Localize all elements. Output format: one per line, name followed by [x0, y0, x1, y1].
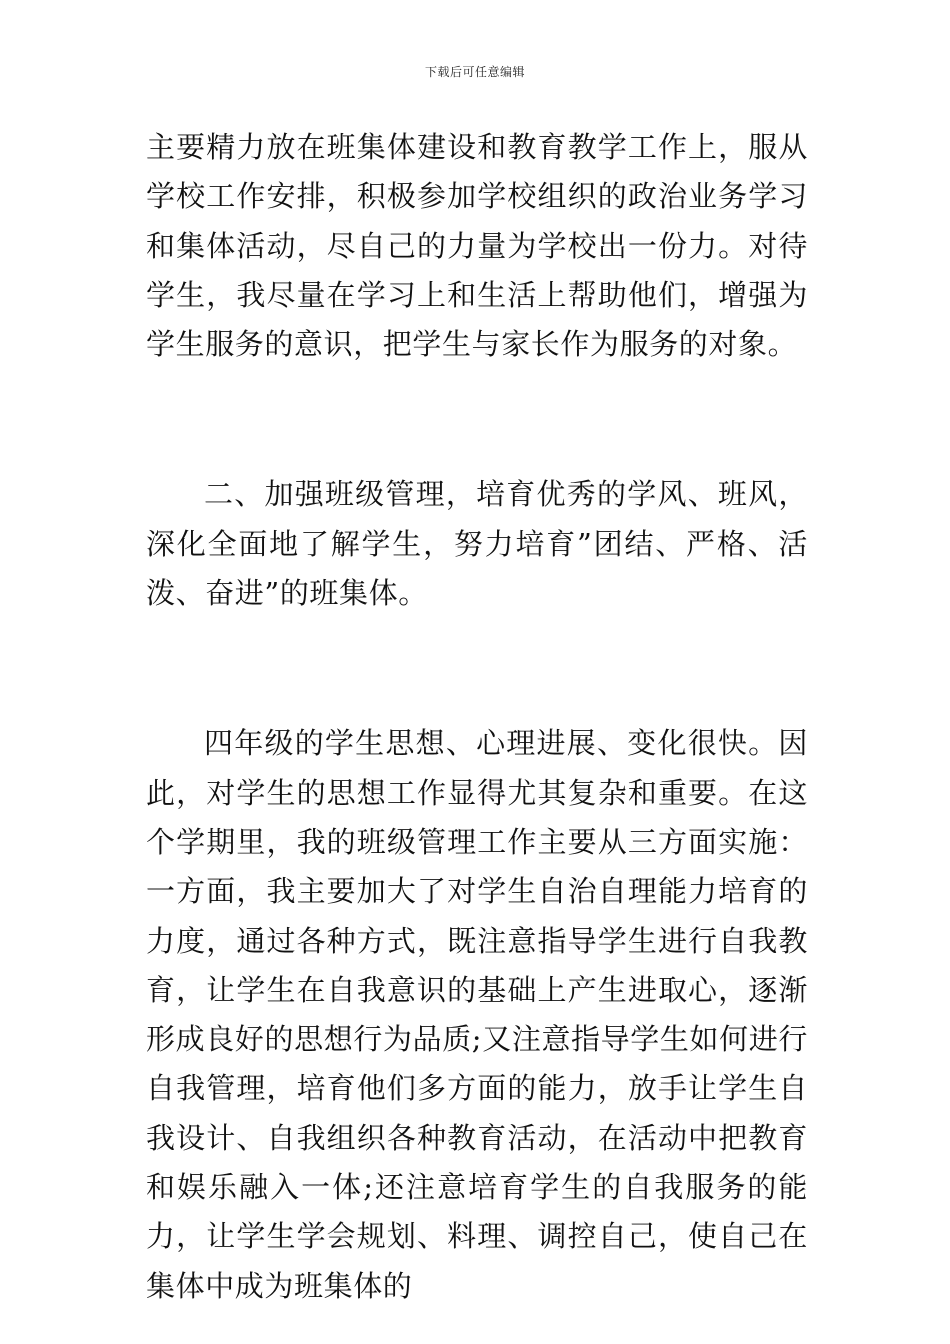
page-header: 下载后可任意编辑: [424, 65, 525, 79]
document-body: [146, 123, 808, 1311]
paragraph-continuation: 主要精力放在班集体建设和教育教学工作上，服从学校工作安排，积极参加学校组织的政治业务学习和集体活动，尽自己的力量为学校出一份力。对待学生，我尽量在学习上和生活上帮助他们，增强为学生服务的意识，把学生与家长作为服务的对象。: [146, 130, 808, 362]
paragraph-gap: [146, 369, 808, 470]
section-heading-paragraph: 二、加强班级管理，培育优秀的学风、班风，深化全面地了解学生，努力培育”团结、严格、活泼、奋进”的班集体。: [146, 477, 808, 611]
paragraph-gap: [146, 618, 808, 719]
body-paragraph: 四年级的学生思想、心理进展、变化很快。因此，对学生的思想工作显得尤其复杂和重要。在这个学期里，我的班级管理工作主要从三方面实施：一方面，我主要加大了对学生自治自理能力培育的力度，通过各种方式，既注意指导学生进行自我教育，让学生在自我意识的基础上产生进取心，逐渐形成良好的思想行为品质;又注意指导学生如何进行自我管理，培育他们多方面的能力，放手让学生自我设计、自我组织各种教育活动，在活动中把教育和娱乐融入一体;还注意培育学生的自我服务的能力，让学生学会规划、料理、调控自己，使自己在集体中成为班集体的: [146, 726, 808, 1303]
